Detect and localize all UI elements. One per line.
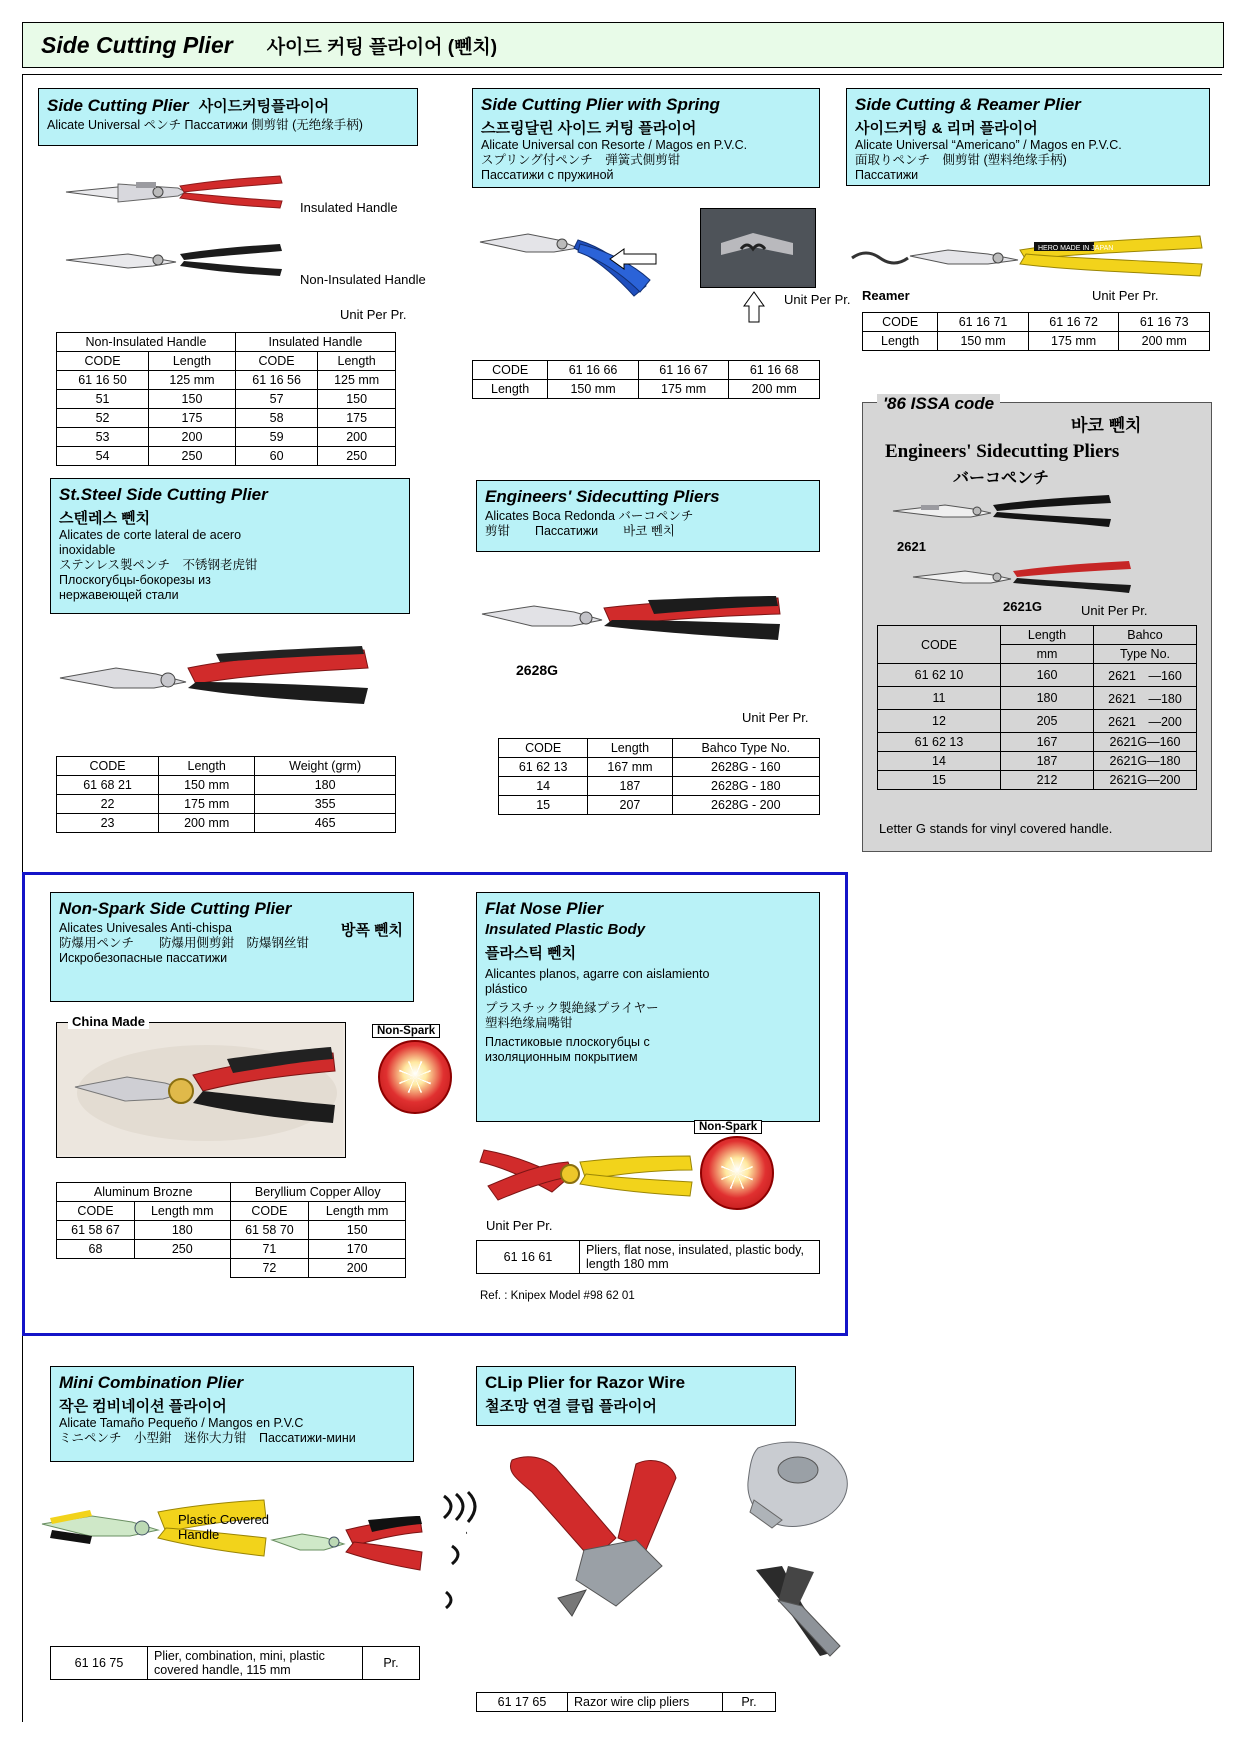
cell-weight: 180 (255, 776, 396, 795)
stainless-title-ko: 스텐레스 뻰치 (59, 510, 151, 527)
cell-code: 53 (57, 428, 149, 447)
table-row (57, 776, 396, 795)
col-weight: Weight (grm) (255, 757, 396, 776)
section-non-spark-caption (50, 892, 414, 1002)
table-row (477, 1693, 776, 1712)
clip-shapes-illustration (432, 1480, 492, 1620)
cell-length: 167 (1001, 733, 1094, 752)
cell-weight: 465 (255, 814, 396, 833)
with-spring-title-ko: 스프링달린 사이드 커팅 플라이어 (481, 120, 697, 137)
section-reamer-caption (846, 88, 1210, 186)
cell-code: 11 (878, 687, 1001, 710)
cell-type: 2628G - 160 (672, 758, 819, 777)
cell-description: Pliers, flat nose, insulated, plastic body, length 180 mm (580, 1241, 820, 1274)
col-code-2: CODE (235, 352, 317, 371)
cell-length: 250 (149, 447, 236, 466)
col-code: CODE (57, 757, 159, 776)
cell-code: 61 58 70 (230, 1221, 309, 1240)
label-reamer: Reamer (862, 288, 910, 303)
side-cutting-plier-subtitle: Alicate Universal ペンチ Пассатижи 側剪钳 (无绝缘手柄) (47, 118, 363, 132)
unit-per-pr-3: Unit Per Pr. (1092, 288, 1159, 303)
stainless-line-5: нержавеющей стали (59, 588, 179, 602)
clip-plier-head-photo (738, 1430, 858, 1540)
cell-code: 14 (878, 752, 1001, 771)
table-row (863, 332, 1210, 351)
table-row (57, 1221, 406, 1240)
table-row (863, 313, 1210, 332)
cell-code: 61 16 61 (477, 1241, 580, 1274)
china-made-label: China Made (68, 1014, 149, 1029)
cell-code: 22 (57, 795, 159, 814)
col-length-2: Length (318, 352, 396, 371)
table-row (57, 428, 396, 447)
stainless-line-3: ステンレス製ペンチ 不锈钢老虎钳 (59, 558, 258, 572)
group-header-aluminum-bronze: Aluminum Brozne (57, 1183, 231, 1202)
non-spark-line-3: Искробезопасные пассатижи (59, 951, 228, 965)
cell-length: 150 (318, 390, 396, 409)
col-code: CODE (878, 626, 1001, 664)
cell-code: 61 16 50 (57, 371, 149, 390)
table-row (878, 710, 1197, 733)
arrow-left-icon (608, 248, 658, 270)
issa-panel-title: '86 ISSA code (877, 394, 1000, 414)
issa-heading-jp: バーコペンチ (953, 470, 1050, 487)
issa-model-2621g: 2621G (1003, 599, 1043, 614)
page-header (22, 22, 1224, 68)
non-spark-title-ko: 방폭 뻰치 (340, 922, 403, 939)
col-code: CODE (863, 313, 938, 332)
col-length: Length (588, 739, 672, 758)
cell-code: 52 (57, 409, 149, 428)
table-row (878, 664, 1197, 687)
table-row (57, 757, 396, 776)
flat-nose-line-2: plástico (485, 982, 528, 996)
mini-combination-table (50, 1646, 420, 1680)
reamer-line-3: Пассатижи (855, 168, 919, 182)
cell-code: 15 (499, 796, 588, 815)
cell-type: 2628G - 180 (672, 777, 819, 796)
flat-nose-title-ko: 플라스틱 뻰치 (485, 945, 577, 962)
cell-description: Plier, combination, mini, plastic covered handle, 115 mm (148, 1647, 363, 1680)
mini-plier-illustration-small (268, 1500, 428, 1580)
col-code-1: CODE (57, 352, 149, 371)
issa-panel (862, 394, 1212, 852)
cell-type: 2621G—160 (1094, 733, 1197, 752)
flat-nose-line-6: изоляционным покрытием (485, 1050, 638, 1064)
cell-length: 175 mm (159, 795, 255, 814)
plier-insulated-illustration (58, 168, 288, 218)
cell-length: 175 (149, 409, 236, 428)
mini-combination-line-1: Alicate Tamaño Pequeño / Mangos en P.V.C (59, 1416, 304, 1430)
cell-length: 125 mm (149, 371, 236, 390)
label-non-insulated-handle: Non-Insulated Handle (300, 272, 426, 287)
cell-length: 187 (588, 777, 672, 796)
cell-length: 170 (309, 1240, 406, 1259)
col-code: CODE (230, 1202, 309, 1221)
table-row (57, 1183, 406, 1202)
reamer-title-ko: 사이드커팅 & 리머 플라이어 (855, 120, 1038, 137)
cell-code (57, 1259, 135, 1278)
table-row: CODE Length Bahco (878, 626, 1197, 645)
stainless-title: St.Steel Side Cutting Plier (59, 485, 268, 504)
flat-nose-line-5: Пластиковые плоскогубцы с (485, 1035, 650, 1049)
section-flat-nose-caption (476, 892, 820, 1122)
col-length: Length mm (309, 1202, 406, 1221)
cell-length: 150 mm (548, 380, 639, 399)
section-clip-plier-caption (476, 1366, 796, 1426)
cell-length: 250 (318, 447, 396, 466)
col-code: CODE (473, 361, 548, 380)
reamer-title: Side Cutting & Reamer Plier (855, 95, 1081, 114)
table-row (878, 752, 1197, 771)
table-row (878, 733, 1197, 752)
col-bahco-type: Bahco Type No. (672, 739, 819, 758)
cell-type: 2621 —160 (1094, 664, 1197, 687)
clip-plier-title-ko: 철조망 연결 클립 플라이어 (485, 1398, 657, 1415)
issa-model-2621: 2621 (897, 539, 926, 554)
cell-description: Razor wire clip pliers (568, 1693, 723, 1712)
unit-per-pr-2: Unit Per Pr. (784, 292, 851, 307)
cell-code: 61 62 10 (878, 664, 1001, 687)
table-row (51, 1647, 420, 1680)
cell-code: 61 16 72 (1028, 313, 1119, 332)
mini-combination-title: Mini Combination Plier (59, 1373, 244, 1392)
engineers-model: 2628G (516, 662, 559, 678)
cell-unit: Pr. (723, 1693, 776, 1712)
cell-code: 61 16 71 (938, 313, 1029, 332)
col-length: Length mm (134, 1202, 230, 1221)
section-mini-combination-caption (50, 1366, 414, 1462)
cell-code: 58 (235, 409, 317, 428)
non-spark-line-2: 防爆用ペンチ 防爆用側剪鉗 防爆钢丝钳 (59, 936, 310, 950)
table-row (57, 390, 396, 409)
reamer-line-1: Alicate Universal “Americano” / Magos en P.V.C. (855, 138, 1122, 152)
stainless-plier-illustration (56, 638, 376, 728)
label-plastic-covered-handle: Plastic Covered Handle (178, 1512, 270, 1542)
with-spring-line-1: Alicate Universal con Resorte / Magos en P.V.C. (481, 138, 748, 152)
cell-length (134, 1259, 230, 1278)
col-code: CODE (57, 1202, 135, 1221)
non-spark-title: Non-Spark Side Cutting Plier (59, 899, 292, 918)
flat-nose-line-3: プラスチック製絶縁プライヤー (485, 1001, 659, 1015)
cell-length: 207 (588, 796, 672, 815)
cell-length: 160 (1001, 664, 1094, 687)
table-row (499, 758, 820, 777)
non-spark-table (56, 1182, 406, 1278)
cell-code: 60 (235, 447, 317, 466)
table-row (57, 795, 396, 814)
table-row (878, 687, 1197, 710)
cell-code: 68 (57, 1240, 135, 1259)
flat-nose-title: Flat Nose Plier (485, 899, 604, 918)
page-title: Side Cutting Plier (41, 31, 233, 58)
cell-length: 200 (318, 428, 396, 447)
issa-table (877, 625, 1197, 790)
issa-heading: Engineers' Sidecutting Pliers (885, 441, 1120, 462)
cell-code: 71 (230, 1240, 309, 1259)
flat-nose-subtitle: Insulated Plastic Body (485, 921, 646, 938)
issa-plier-2621-illustration (887, 487, 1117, 535)
cell-type: 2628G - 200 (672, 796, 819, 815)
side-cutting-plier-title: Side Cutting Plier (47, 96, 189, 115)
group-header-beryllium-copper: Beryllium Copper Alloy (230, 1183, 406, 1202)
table-row (499, 777, 820, 796)
stainless-line-4: Плоскогубцы-бокорезы из (59, 573, 211, 587)
with-spring-table (472, 360, 820, 399)
cell-code: 14 (499, 777, 588, 796)
cell-type: 2621G—200 (1094, 771, 1197, 790)
engineers-plier-illustration (478, 580, 798, 660)
cell-length: 180 (1001, 687, 1094, 710)
arrow-up-icon (742, 290, 768, 324)
cell-code: 61 62 13 (878, 733, 1001, 752)
cell-length: 150 mm (938, 332, 1029, 351)
cell-length: 250 (134, 1240, 230, 1259)
reamer-plier-illustration (848, 220, 1208, 290)
side-cutting-plier-title-ko: 사이드커팅플라이어 (198, 98, 330, 115)
cell-length: 205 (1001, 710, 1094, 733)
group-header-noninsulated: Non-Insulated Handle (57, 333, 236, 352)
issa-unit: Unit Per Pr. (1081, 603, 1148, 618)
cell-code: 61 68 21 (57, 776, 159, 795)
table-row (473, 380, 820, 399)
cell-length: 125 mm (318, 371, 396, 390)
cell-length: 200 mm (1119, 332, 1210, 351)
section-stainless-caption (50, 478, 410, 614)
cell-code: 12 (878, 710, 1001, 733)
cell-length: 200 (149, 428, 236, 447)
cell-code: 54 (57, 447, 149, 466)
cell-length: 175 mm (1028, 332, 1119, 351)
section-engineers-caption (476, 480, 820, 552)
cell-code: 61 16 68 (729, 361, 820, 380)
cell-length: 200 mm (729, 380, 820, 399)
non-spark-line-1: Alicates Univesales Anti-chispa (59, 921, 232, 935)
cell-code: 23 (57, 814, 159, 833)
flat-nose-plier-illustration (478, 1128, 698, 1208)
table-row (57, 371, 396, 390)
cell-code: 59 (235, 428, 317, 447)
table-row (499, 739, 820, 758)
table-row (57, 814, 396, 833)
non-spark-badge-label: Non-Spark (372, 1024, 440, 1038)
reamer-line-2: 面取りペンチ 側剪钳 (塑料绝缘手柄) (855, 153, 1067, 167)
cell-length: 150 (309, 1221, 406, 1240)
table-row (57, 447, 396, 466)
clip-plier-closed-photo (742, 1560, 852, 1660)
table-row (57, 1259, 406, 1278)
svg-text:HERO MADE IN JAPAN: HERO MADE IN JAPAN (1038, 245, 1114, 252)
engineers-table (498, 738, 820, 815)
cell-code: 51 (57, 390, 149, 409)
cell-code: 61 16 67 (638, 361, 729, 380)
col-code: CODE (499, 739, 588, 758)
page-title-korean: 사이드 커팅 플라이어 (뻰치) (266, 36, 498, 58)
cell-length: 150 mm (159, 776, 255, 795)
cell-code: 72 (230, 1259, 309, 1278)
cell-length: 200 mm (159, 814, 255, 833)
cell-code: 61 62 13 (499, 758, 588, 777)
clip-plier-title: CLip Plier for Razor Wire (485, 1373, 686, 1392)
flat-nose-reference: Ref. : Knipex Model #98 62 01 (480, 1290, 635, 1302)
unit-per-pr-4: Unit Per Pr. (742, 710, 809, 725)
section-with-spring-caption (472, 88, 820, 188)
engineers-line-1: Alicates Boca Redonda バーコペンチ (485, 509, 694, 523)
issa-plier-2621g-illustration (907, 553, 1137, 601)
section-side-cutting-plier-caption (38, 88, 418, 146)
unit-per-pr-1: Unit Per Pr. (340, 307, 407, 322)
flat-nose-non-spark-label: Non-Spark (694, 1120, 762, 1134)
side-cutting-plier-table (56, 332, 396, 466)
label-insulated-handle: Insulated Handle (300, 200, 398, 215)
col-length-1: Length (149, 352, 236, 371)
cell-code: 15 (878, 771, 1001, 790)
cell-code: 61 16 75 (51, 1647, 148, 1680)
row-label-length: Length (473, 380, 548, 399)
table-row (477, 1241, 820, 1274)
non-spark-photo (56, 1022, 346, 1158)
table-row: mm Type No. (878, 645, 1197, 664)
flat-nose-table (476, 1240, 820, 1274)
table-row (57, 1240, 406, 1259)
cell-code: 61 16 73 (1119, 313, 1210, 332)
non-spark-badge-icon (378, 1040, 452, 1114)
table-row (499, 796, 820, 815)
cell-code: 61 17 65 (477, 1693, 568, 1712)
cell-weight: 355 (255, 795, 396, 814)
cell-length: 150 (149, 390, 236, 409)
cell-code: 61 16 56 (235, 371, 317, 390)
cell-unit: Pr. (363, 1647, 420, 1680)
table-row (473, 361, 820, 380)
engineers-title: Engineers' Sidecutting Pliers (485, 487, 720, 506)
flat-nose-line-1: Alicantes planos, agarre con aislamiento (485, 967, 710, 981)
issa-korean-title: 바코 뻰치 (1071, 416, 1142, 435)
cell-code: 61 16 66 (548, 361, 639, 380)
with-spring-line-2: スプリング付ペンチ 弾簧式側剪钳 (481, 153, 681, 167)
flat-nose-line-4: 塑料绝缘扁嘴钳 (485, 1016, 573, 1030)
clip-plier-table (476, 1692, 776, 1712)
reamer-table (862, 312, 1210, 351)
stainless-line-2: inoxidable (59, 543, 116, 557)
cell-length: 175 mm (638, 380, 729, 399)
cell-length: 175 (318, 409, 396, 428)
cell-length: 180 (134, 1221, 230, 1240)
spring-detail-photo (700, 208, 816, 288)
engineers-line-2: 剪钳 Пассатижи 바코 뻰치 (485, 524, 675, 538)
clip-plier-illustration (466, 1430, 766, 1650)
mini-combination-line-2: ミニペンチ 小型鉗 迷你大力钳 Пассатижи-мини (59, 1431, 356, 1445)
table-row (57, 409, 396, 428)
table-row (878, 771, 1197, 790)
cell-code: 61 58 67 (57, 1221, 135, 1240)
unit-per-pr-5: Unit Per Pr. (486, 1218, 553, 1233)
cell-type: 2621G—180 (1094, 752, 1197, 771)
issa-footnote: Letter G stands for vinyl covered handle. (879, 821, 1113, 836)
cell-type: 2621 —200 (1094, 710, 1197, 733)
table-row (57, 1202, 406, 1221)
cell-type: 2621 —180 (1094, 687, 1197, 710)
cell-length: 212 (1001, 771, 1094, 790)
cell-code: 57 (235, 390, 317, 409)
plier-noninsulated-illustration (58, 238, 288, 284)
cell-length: 200 (309, 1259, 406, 1278)
with-spring-line-3: Пассатижи с пружиной (481, 168, 614, 182)
row-label-length: Length (863, 332, 938, 351)
flat-nose-non-spark-badge-icon (700, 1136, 774, 1210)
group-header-insulated: Insulated Handle (235, 333, 395, 352)
cell-length: 167 mm (588, 758, 672, 777)
stainless-line-1: Alicates de corte lateral de acero (59, 528, 242, 542)
stainless-table (56, 756, 396, 833)
mini-combination-title-ko: 작은 컴비네이션 플라이어 (59, 1398, 227, 1415)
with-spring-title: Side Cutting Plier with Spring (481, 95, 720, 114)
col-length: Length (159, 757, 255, 776)
cell-length: 187 (1001, 752, 1094, 771)
